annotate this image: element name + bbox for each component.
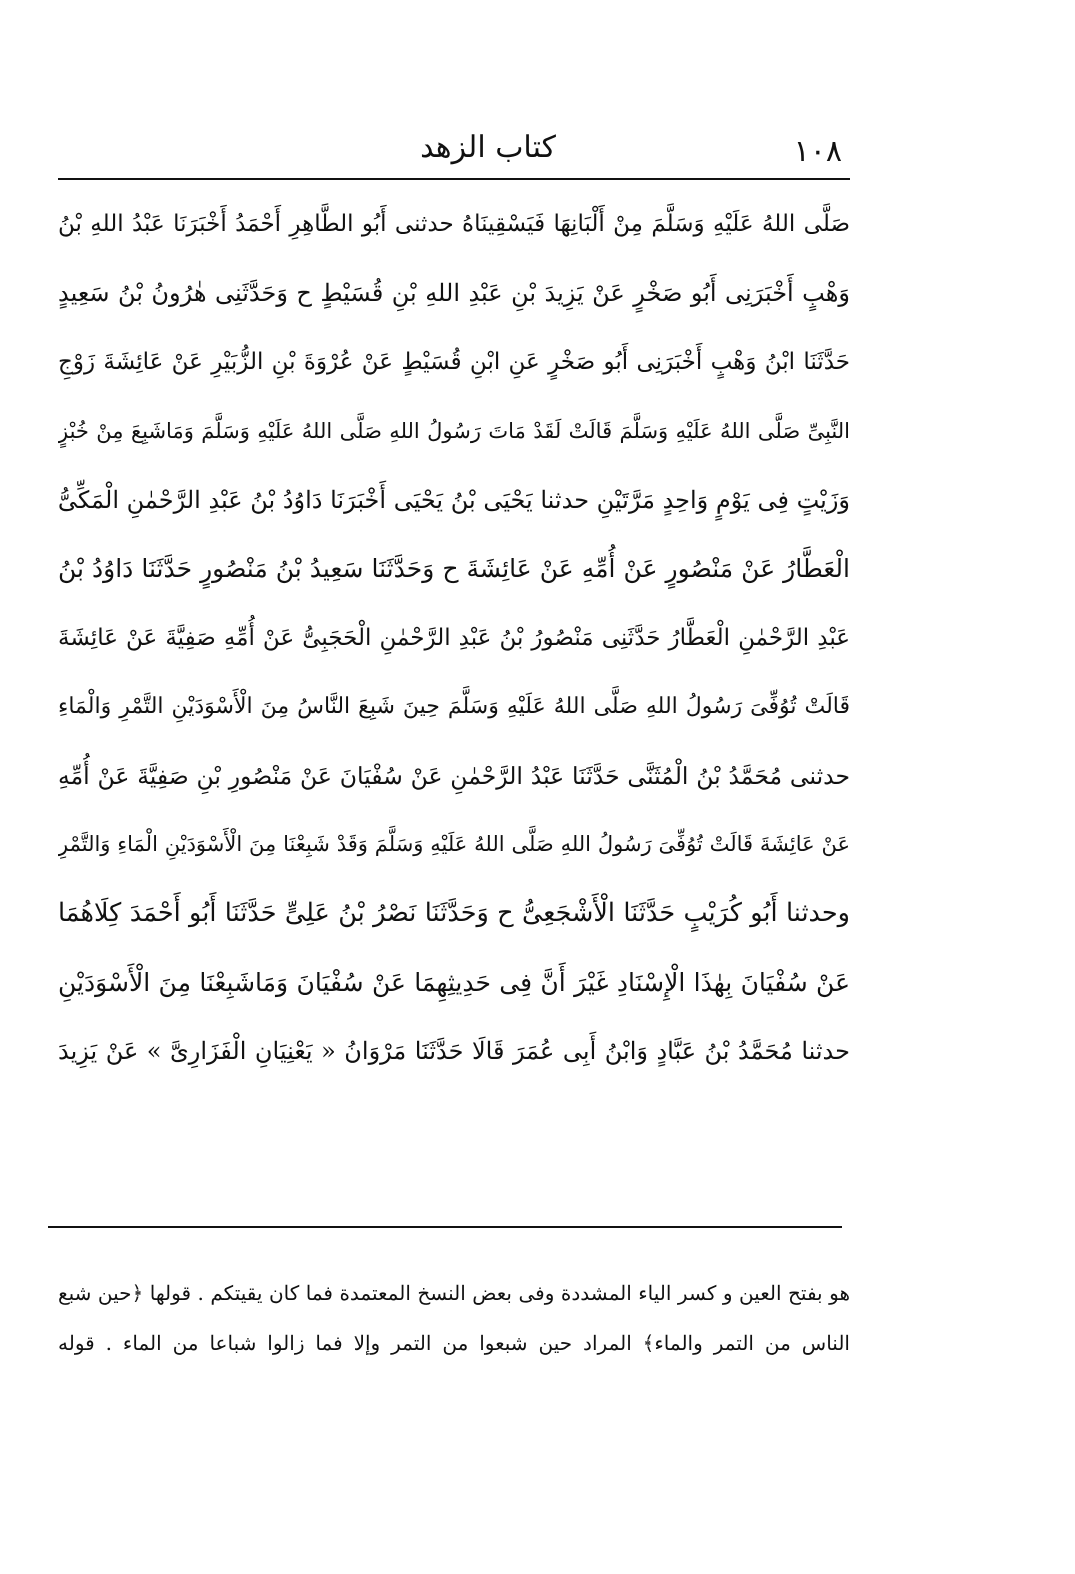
- text-line: [58, 397, 850, 466]
- text-line-content: عَنْ سُفْيَانَ بِهٰذَا الْإِسْنَادِ غَيْرَ أَنَّ فِى حَدِيثِهِمَا عَنْ سُفْيَانَ وَمَاشَبِعْنَا مِنَ الْأَسْوَدَيْنِ: [58, 967, 850, 997]
- footnotes-block: [58, 1268, 850, 1368]
- footnote-line: [58, 1268, 850, 1318]
- text-line-content: صَلَّى اللهُ عَلَيْهِ وَسَلَّمَ مِنْ أَلْبَانِهَا فَيَسْقِينَاهُ حدثنى أَبُو الطَّاهِرِ أَحْمَدُ أَخْبَرَنَا عَبْدُ اللهِ بْنُ: [58, 211, 850, 238]
- text-line: [58, 259, 850, 328]
- running-head: [58, 116, 850, 176]
- footnote-line-content: هو بفتح العين و كسر الياء المشددة وفى بعض النسخ المعتمدة فما كان يقيتكم . قولها ﴿حين شبع: [58, 1281, 850, 1305]
- page-number: ١٠٨: [793, 134, 842, 169]
- text-line-content: وَزَيْتٍ فِى يَوْمٍ وَاحِدٍ مَرَّتَيْنِ حدثنا يَحْيَى بْنُ يَحْيَى أَخْبَرَنَا دَاوُدُ بْنُ عَبْدِ الرَّحْمٰنِ الْمَكِّىُّ: [58, 486, 850, 514]
- text-line-content: وحدثنا أَبُو كُرَيْبٍ حَدَّثَنَا الْأَشْجَعِىُّ ح وَحَدَّثَنَا نَصْرُ بْنُ عَلِىٍّ حَدَّثَنَا أَبُو أَحْمَدَ كِلَاهُمَا: [58, 898, 850, 929]
- text-line: [58, 879, 850, 948]
- text-line: [58, 534, 850, 603]
- text-line-content: عَبْدِ الرَّحْمٰنِ الْعَطَّارُ حَدَّثَنِى مَنْصُورُ بْنُ عَبْدِ الرَّحْمٰنِ الْحَجَبِىُّ عَنْ أُمِّهِ صَفِيَّةَ عَنْ عَائِشَةَ: [58, 624, 850, 651]
- text-line-content: عَنْ عَائِشَةَ قَالَتْ تُوُفِّىَ رَسُولُ اللهِ صَلَّى اللهُ عَلَيْهِ وَسَلَّمَ وَقَدْ شَبِعْنَا مِنَ الْأَسْوَدَيْنِ الْمَاءِ وَالتَّمْرِ: [58, 832, 850, 857]
- text-line: [58, 190, 850, 259]
- text-line: [58, 741, 850, 810]
- text-line: [58, 328, 850, 397]
- text-line-content: وَهْبٍ أَخْبَرَنِى أَبُو صَخْرٍ عَنْ يَزِيدَ بْنِ عَبْدِ اللهِ بْنِ قُسَيْطٍ ح وَحَدَّثَنِى هٰرُونُ بْنُ سَعِيدٍ: [58, 279, 850, 308]
- text-line-content: حَدَّثَنَا ابْنُ وَهْبٍ أَخْبَرَنِى أَبُو صَخْرٍ عَنِ ابْنِ قُسَيْطٍ عَنْ عُرْوَةَ بْنِ الزُّبَيْرِ عَنْ عَائِشَةَ زَوْجِ: [58, 349, 850, 376]
- footnote-line: [58, 1318, 850, 1368]
- text-line: [58, 810, 850, 879]
- text-line-content: قَالَتْ تُوُفِّىَ رَسُولُ اللهِ صَلَّى اللهُ عَلَيْهِ وَسَلَّمَ حِينَ شَبِعَ النَّاسُ مِنَ الْأَسْوَدَيْنِ التَّمْرِ وَالْمَاءِ: [58, 694, 850, 720]
- text-line-content: النَّبِىِّ صَلَّى اللهُ عَلَيْهِ وَسَلَّمَ قَالَتْ لَقَدْ مَاتَ رَسُولُ اللهِ صَلَّى اللهُ عَلَيْهِ وَسَلَّمَ وَمَاشَبِعَ مِنْ خُبْزٍ: [58, 419, 850, 444]
- text-line-content: حدثنى مُحَمَّدُ بْنُ الْمُثَنَّى حَدَّثَنَا عَبْدُ الرَّحْمٰنِ عَنْ سُفْيَانَ عَنْ مَنْصُورِ بْنِ صَفِيَّةَ عَنْ أُمِّهِ: [58, 761, 850, 790]
- text-line-content: الْعَطَّارُ عَنْ مَنْصُورٍ عَنْ أُمِّهِ عَنْ عَائِشَةَ ح وَحَدَّثَنَا سَعِيدُ بْنُ مَنْصُورٍ حَدَّثَنَا دَاوُدُ بْنُ: [58, 554, 850, 584]
- footnote-divider: [48, 1226, 842, 1228]
- hadith-text-block: [58, 190, 850, 1086]
- text-line: [58, 603, 850, 672]
- text-line: [58, 948, 850, 1017]
- page-title: كتاب الزهد: [420, 130, 556, 165]
- text-line: [58, 1017, 850, 1086]
- footnote-line-content: الناس من التمر والماء﴾ المراد حين شبعوا من التمر وإلا فما زالوا شباعا من الماء . قوله: [58, 1331, 850, 1355]
- text-line-content: حدثنا مُحَمَّدُ بْنُ عَبَّادٍ وَابْنُ أَبِى عُمَرَ قَالَا حَدَّثَنَا مَرْوَانُ « يَعْنِيَانِ الْفَزَارِىَّ » عَنْ يَزِيدَ: [58, 1037, 850, 1066]
- header-divider: [58, 178, 850, 180]
- text-line: [58, 672, 850, 741]
- text-line: [58, 466, 850, 535]
